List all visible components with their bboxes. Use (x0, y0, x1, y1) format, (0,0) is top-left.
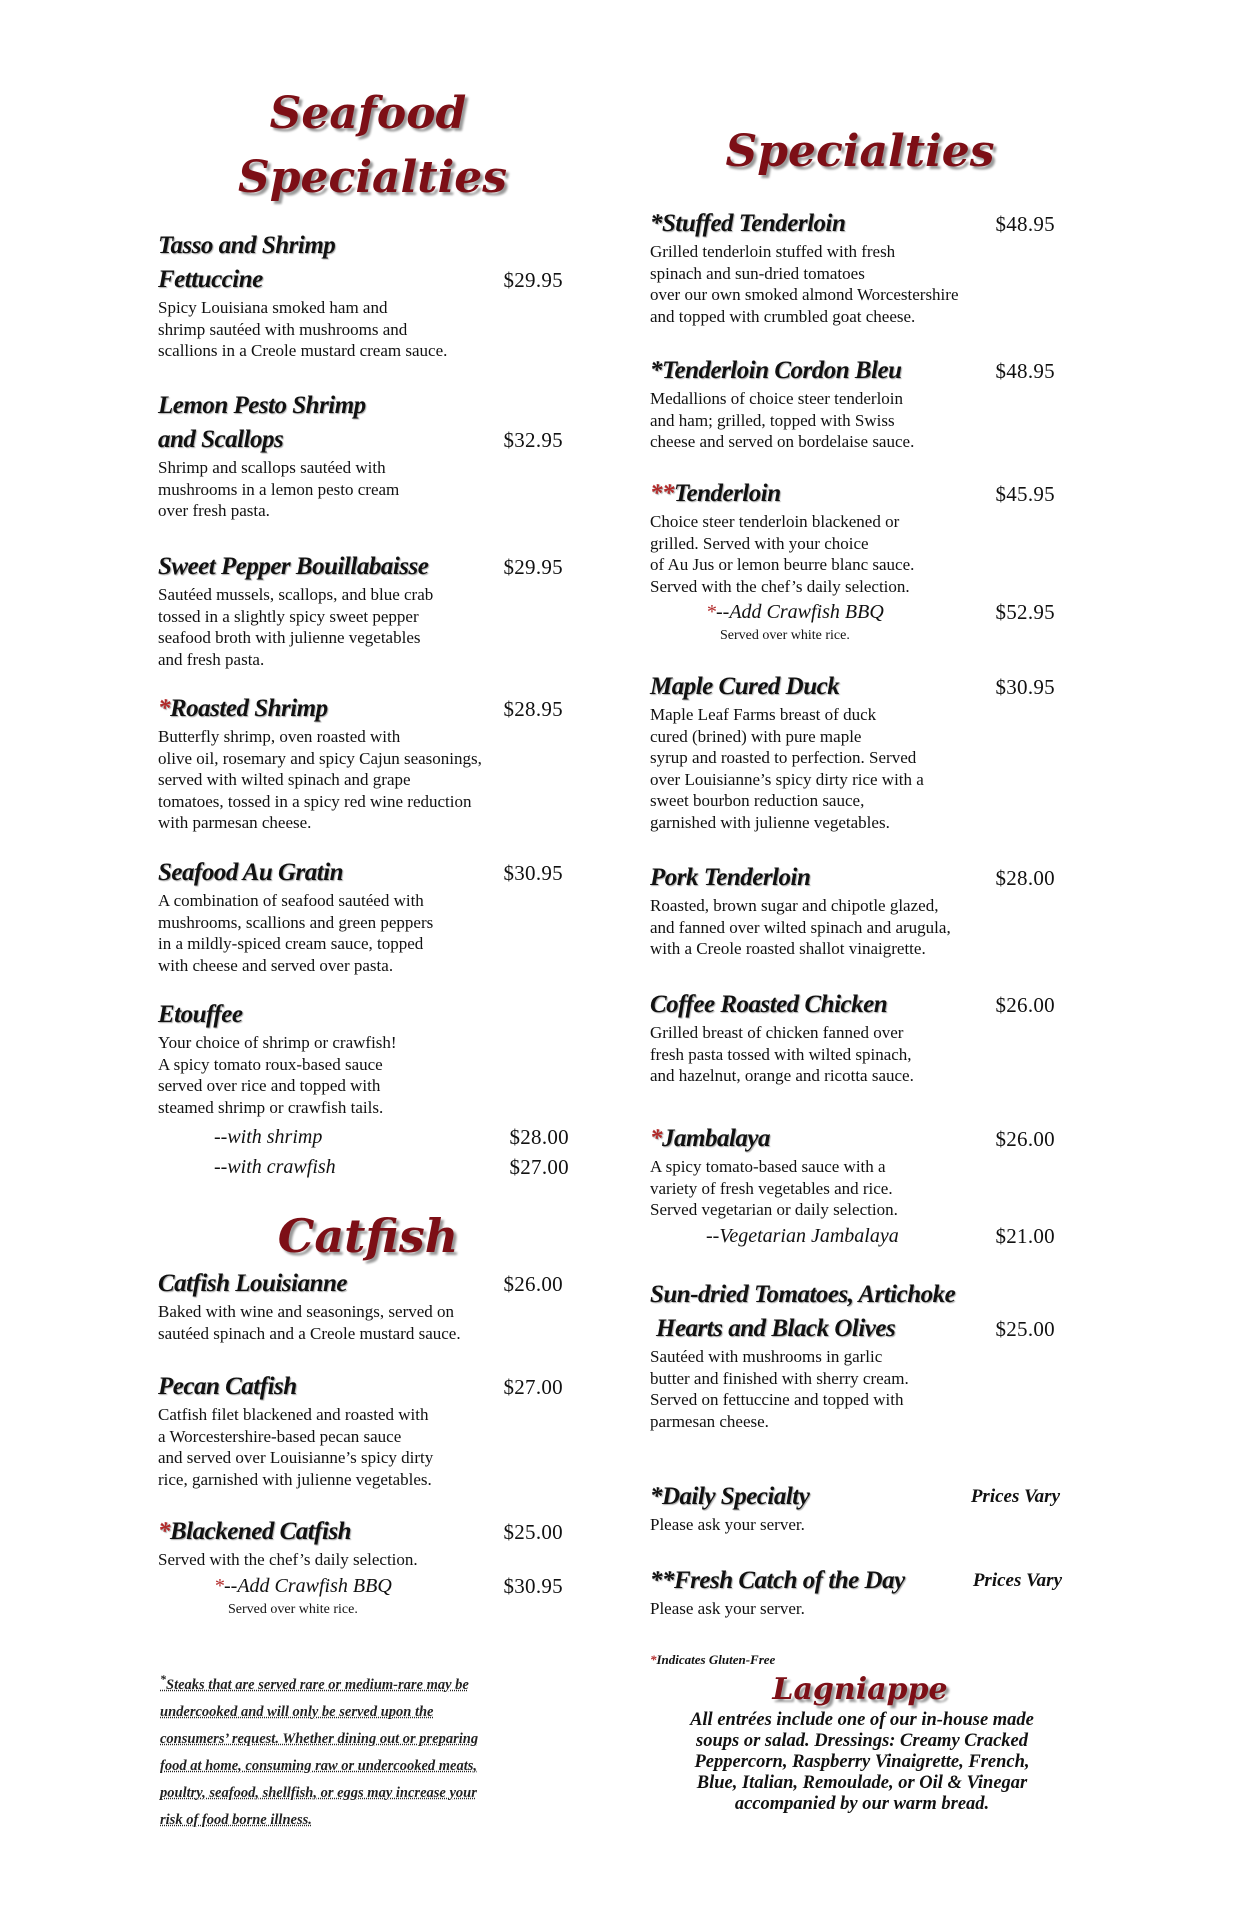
menu-item-sweet-pepper-bouillabaisse (158, 550, 578, 670)
item-price: $26.00 (995, 1127, 1055, 1151)
desc-line: Served vegetarian or daily selection. (650, 1200, 898, 1219)
item-description (650, 1022, 1100, 1087)
item-name (650, 1480, 809, 1514)
desc-line: fresh pasta tossed with wilted spinach, (650, 1044, 912, 1064)
desc-line: a Worcestershire-based pecan sauce (158, 1426, 402, 1446)
item-name (650, 207, 845, 241)
desc-line: served over rice and topped with (158, 1076, 381, 1095)
item-name (158, 692, 328, 726)
item-price: Prices Vary (972, 1570, 1062, 1591)
item-price: $30.95 (503, 861, 563, 885)
desc-line: Served with the chef’s daily selection. (158, 1550, 418, 1569)
menu-item-seafood-au-gratin (158, 856, 578, 976)
addon-label-text: --Add Crawfish BBQ (716, 601, 884, 623)
seafood-specialties-title (238, 82, 508, 210)
item-name: Pork Tenderloin (650, 864, 811, 891)
item-name: Etouffee (158, 1001, 243, 1028)
item-description (158, 726, 578, 834)
item-name: Coffee Roasted Chicken (650, 991, 888, 1018)
desc-line: Medallions of choice steer tenderloin (650, 389, 904, 408)
desc-line: Grilled breast of chicken fanned over (650, 1023, 904, 1042)
item-star: * (650, 210, 662, 237)
addon-note: Served over white rice. (720, 628, 850, 643)
option-row (706, 1221, 1055, 1251)
desc-line: and hazelnut, orange and ricotta sauce. (650, 1066, 914, 1085)
item-price: $27.00 (503, 1375, 563, 1399)
item-name: Seafood Au Gratin (158, 859, 344, 886)
disclaimer-line (160, 1666, 590, 1699)
item-name (650, 1564, 905, 1598)
item-name (650, 477, 781, 511)
item-name-text: Tenderloin (674, 480, 781, 507)
gluten-free-note (650, 1652, 775, 1668)
desc-line: mushrooms, scallions and green peppers (158, 912, 434, 932)
menu-item-jambalaya (650, 1122, 1100, 1251)
desc-line: of Au Jus or lemon beurre blanc sauce. (650, 555, 915, 574)
desc-line: Baked with wine and seasonings, served on (158, 1302, 455, 1321)
desc-line: rice, garnished with julienne vegetables. (158, 1469, 432, 1489)
item-description (650, 1156, 1100, 1221)
menu-item-pork-tenderloin (650, 861, 1100, 960)
item-name: Tasso and Shrimp (158, 232, 336, 259)
specialties-title: Specialties (725, 126, 995, 177)
disclaimer-line: consumers’ request. Whether dining out or preparing (160, 1730, 479, 1747)
item-name: Lemon Pesto Shrimp (158, 392, 366, 419)
item-name: Maple Cured Duck (650, 673, 840, 700)
item-description (158, 584, 578, 670)
gluten-free-star: * (650, 1652, 657, 1667)
addon-label-text: --Add Crawfish BBQ (224, 1574, 392, 1597)
desc-line: and fresh pasta. (158, 649, 265, 669)
item-price: $26.00 (503, 1272, 563, 1296)
item-description (158, 1301, 578, 1344)
desc-line: over our own smoked almond Worcestershire (650, 285, 959, 304)
item-description (158, 297, 578, 362)
addon-price: $30.95 (503, 1573, 563, 1598)
gluten-free-star: * (158, 1518, 170, 1545)
title-line: Seafood (269, 88, 467, 139)
desc-line: A combination of seafood sautéed with (158, 891, 424, 910)
item-name-text: Jambalaya (662, 1125, 770, 1152)
item-description (650, 388, 1100, 453)
gluten-free-star: * (706, 601, 716, 623)
desc-line: A spicy tomato roux-based sauce (158, 1054, 383, 1074)
menu-item-lemon-pesto-shrimp (158, 389, 578, 522)
desc-line: tossed in a slightly spicy sweet pepper (158, 606, 419, 626)
menu-item-sun-dried-tomatoes (650, 1278, 1100, 1432)
item-description (650, 704, 1100, 833)
lagniappe-line: Blue, Italian, Remoulade, or Oil & Vinegar (696, 1773, 1028, 1793)
item-description (158, 1032, 578, 1118)
desc-line: butter and finished with sherry cream. (650, 1368, 909, 1388)
item-description (650, 1346, 1100, 1432)
option-row (214, 1152, 569, 1182)
disclaimer-line: poultry, seafood, shellfish, or eggs may increase your (160, 1784, 477, 1801)
desc-line: and ham; grilled, topped with Swiss (650, 410, 895, 430)
item-price: Prices Vary (970, 1486, 1060, 1507)
menu-item-tenderloin (650, 477, 1100, 645)
desc-line: sautéed spinach and a Creole mustard sauce. (158, 1323, 461, 1343)
option-label: --with crawfish (214, 1156, 336, 1178)
raw-food-disclaimer (160, 1666, 590, 1834)
lagniappe-description (642, 1710, 1082, 1815)
menu-item-tasso-shrimp-fettuccine (158, 229, 578, 362)
item-description (650, 1514, 1100, 1536)
desc-line: A spicy tomato-based sauce with a (650, 1157, 886, 1176)
desc-line: mushrooms in a lemon pesto cream (158, 479, 400, 499)
item-description (650, 511, 1100, 597)
gluten-free-star: * (650, 1125, 662, 1152)
item-description (158, 1549, 578, 1571)
item-name-text: Stuffed Tenderloin (662, 210, 846, 237)
item-star: ** (650, 480, 674, 507)
desc-line: served with wilted spinach and grape (158, 770, 411, 789)
item-price: $32.95 (503, 428, 563, 452)
item-name-text: Blackened Catfish (170, 1518, 352, 1545)
menu-item-pecan-catfish (158, 1370, 578, 1490)
disclaimer-text: Steaks that are served rare or medium-rare may be (166, 1676, 469, 1693)
desc-line: parmesan cheese. (650, 1411, 769, 1431)
disclaimer-line: risk of food borne illness. (160, 1811, 312, 1828)
option-price: $28.00 (509, 1125, 569, 1149)
desc-line: Butterfly shrimp, oven roasted with (158, 727, 401, 746)
title-line: Specialties (238, 152, 508, 203)
item-name: Hearts and Black Olives (656, 1315, 896, 1342)
item-name (650, 354, 902, 388)
desc-line: Choice steer tenderloin blackened or (650, 512, 900, 531)
desc-line: Roasted, brown sugar and chipotle glazed, (650, 896, 939, 915)
gluten-free-text: Indicates Gluten-Free (656, 1652, 776, 1667)
option-label: --with shrimp (214, 1126, 323, 1148)
desc-line: with a Creole roasted shallot vinaigrette. (650, 939, 926, 958)
item-name (650, 1122, 770, 1156)
desc-line: garnished with julienne vegetables. (650, 812, 890, 832)
desc-line: Grilled tenderloin stuffed with fresh (650, 242, 896, 261)
desc-line: Catfish filet blackened and roasted with (158, 1405, 429, 1424)
desc-line: variety of fresh vegetables and rice. (650, 1178, 893, 1198)
item-description (650, 895, 1100, 960)
item-price: $26.00 (995, 993, 1055, 1017)
desc-line: with parmesan cheese. (158, 813, 312, 832)
menu-item-coffee-roasted-chicken (650, 988, 1100, 1087)
menu-item-fresh-catch (650, 1564, 1100, 1620)
item-price: $25.00 (995, 1317, 1055, 1341)
gluten-free-star: * (214, 1574, 224, 1597)
disclaimer-star: * (160, 1672, 166, 1686)
menu-item-maple-cured-duck (650, 670, 1100, 833)
item-price: $45.95 (995, 482, 1055, 506)
lagniappe-line: Peppercorn, Raspberry Vinaigrette, French, (694, 1752, 1030, 1772)
desc-line: and fanned over wilted spinach and arugula, (650, 917, 951, 937)
desc-line: Please ask your server. (650, 1599, 805, 1618)
desc-line: grilled. Served with your choice (650, 533, 869, 553)
menu-item-etouffee (158, 998, 578, 1182)
desc-line: olive oil, rosemary and spicy Cajun seasonings, (158, 748, 482, 768)
desc-line: spinach and sun-dried tomatoes (650, 263, 865, 283)
item-name (158, 1515, 351, 1549)
desc-line: Sautéed with mushrooms in garlic (650, 1347, 883, 1366)
item-price: $30.95 (995, 675, 1055, 699)
desc-line: over Louisianne’s spicy dirty rice with a (650, 769, 924, 789)
desc-line: Sautéed mussels, scallops, and blue crab (158, 585, 434, 604)
item-name-text: Fresh Catch of the Day (674, 1567, 905, 1594)
menu-item-roasted-shrimp (158, 692, 578, 834)
desc-line: in a mildly-spiced cream sauce, topped (158, 934, 424, 953)
desc-line: Served on fettuccine and topped with (650, 1390, 904, 1409)
item-name-text: Tenderloin Cordon Bleu (662, 357, 902, 384)
item-star: * (650, 357, 662, 384)
item-name-text: Roasted Shrimp (170, 695, 328, 722)
addon-label (706, 597, 884, 627)
item-description (158, 1404, 578, 1490)
addon-price: $52.95 (995, 600, 1055, 624)
lagniappe-title: Lagniappe (772, 1672, 948, 1707)
item-name: Fettuccine (158, 266, 263, 293)
addon-label (214, 1571, 392, 1601)
lagniappe-line: All entrées include one of our in-house made (690, 1710, 1034, 1730)
item-price: $28.00 (995, 866, 1055, 890)
desc-line: Maple Leaf Farms breast of duck (650, 705, 877, 724)
item-description (650, 241, 1100, 327)
addon-row (706, 597, 1055, 627)
desc-line: Spicy Louisiana smoked ham and (158, 298, 388, 317)
catfish-title: Catfish (277, 1209, 459, 1263)
item-name: Sweet Pepper Bouillabaisse (158, 553, 429, 580)
option-price: $21.00 (995, 1223, 1055, 1248)
item-name: and Scallops (158, 426, 284, 453)
lagniappe-line: accompanied by our warm bread. (734, 1794, 990, 1814)
desc-line: syrup and roasted to perfection. Served (650, 748, 917, 767)
desc-line: seafood broth with julienne vegetables (158, 628, 421, 647)
item-description (650, 1598, 1100, 1620)
desc-line: Shrimp and scallops sautéed with (158, 458, 386, 477)
desc-line: Your choice of shrimp or crawfish! (158, 1033, 397, 1052)
item-price: $48.95 (995, 212, 1055, 236)
addon-note: Served over white rice. (228, 1601, 358, 1617)
desc-line: sweet bourbon reduction sauce, (650, 791, 865, 810)
menu-item-stuffed-tenderloin (650, 207, 1100, 327)
desc-line: cured (brined) with pure maple (650, 726, 862, 746)
addon-row (214, 1571, 563, 1601)
menu-item-catfish-louisianne (158, 1267, 578, 1344)
desc-line: and topped with crumbled goat cheese. (650, 306, 916, 326)
item-price: $25.00 (503, 1520, 563, 1544)
menu-item-tenderloin-cordon-bleu (650, 354, 1100, 453)
menu-item-blackened-catfish (158, 1515, 578, 1619)
item-name: Pecan Catfish (158, 1373, 297, 1400)
item-description (158, 457, 578, 522)
menu-item-daily-specialty (650, 1480, 1100, 1536)
desc-line: steamed shrimp or crawfish tails. (158, 1097, 384, 1117)
desc-line: shrimp sautéed with mushrooms and (158, 319, 408, 339)
desc-line: Served with the chef’s daily selection. (650, 576, 910, 596)
item-price: $29.95 (503, 268, 563, 292)
gluten-free-star: * (158, 695, 170, 722)
desc-line: Please ask your server. (650, 1515, 805, 1534)
option-price: $27.00 (509, 1155, 569, 1179)
item-star: * (650, 1483, 662, 1510)
item-price: $28.95 (503, 697, 563, 721)
item-star: ** (650, 1567, 674, 1594)
disclaimer-line: undercooked and will only be served upon the (160, 1703, 434, 1720)
desc-line: and served over Louisianne’s spicy dirty (158, 1448, 434, 1467)
item-description (158, 890, 578, 976)
item-price: $29.95 (503, 555, 563, 579)
option-label: --Vegetarian Jambalaya (706, 1224, 899, 1247)
item-name: Sun-dried Tomatoes, Artichoke (650, 1281, 956, 1308)
desc-line: cheese and served on bordelaise sauce. (650, 432, 915, 451)
desc-line: over fresh pasta. (158, 501, 270, 520)
item-name-text: Daily Specialty (662, 1483, 810, 1510)
item-name: Catfish Louisianne (158, 1270, 347, 1297)
desc-line: scallions in a Creole mustard cream sauce. (158, 341, 448, 360)
disclaimer-line: food at home, consuming raw or undercooked meats, (160, 1757, 478, 1774)
desc-line: with cheese and served over pasta. (158, 955, 394, 975)
lagniappe-line: soups or salad. Dressings: Creamy Cracked (696, 1731, 1028, 1751)
desc-line: tomatoes, tossed in a spicy red wine reduction (158, 791, 472, 811)
item-price: $48.95 (995, 359, 1055, 383)
option-row (214, 1122, 569, 1152)
